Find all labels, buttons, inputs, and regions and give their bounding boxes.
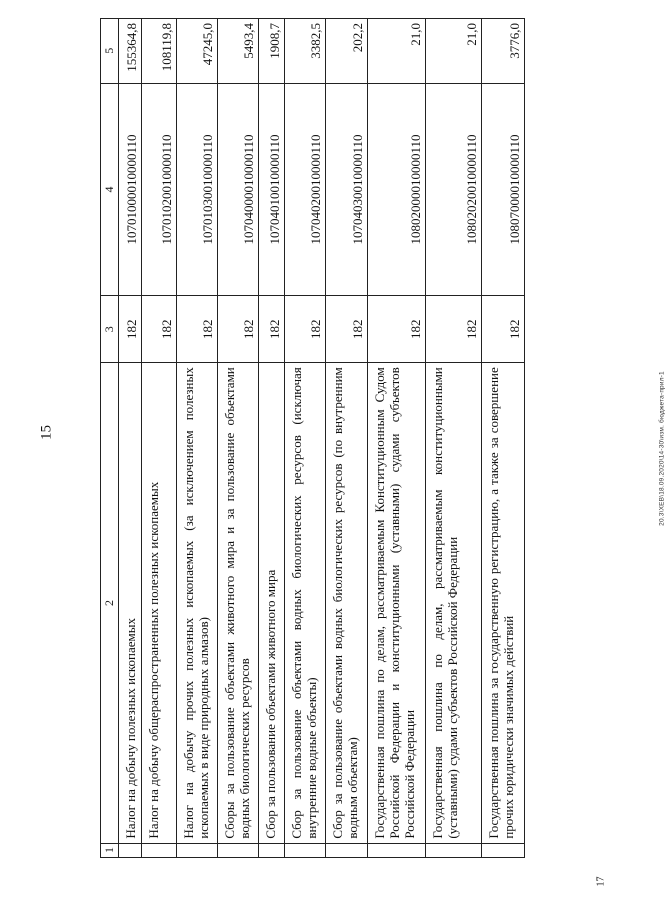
row-index-cell	[119, 843, 142, 857]
amount-cell: 108119,8	[142, 19, 177, 84]
revenue-name-cell: Налог на добычу полезных ископаемых	[119, 363, 142, 843]
table-row	[177, 19, 218, 858]
revenue-name-cell: Сбор за пользование объектами водных биологических ресурсов (исключая внутренние водные объекты)	[285, 363, 326, 843]
revenue-name-cell: Сборы за пользование объектами животного мира и за пользование объектами водных биологических ресурсов	[218, 363, 259, 843]
kbk-code-cell: 10704030010000110	[326, 83, 368, 296]
row-index-cell	[259, 843, 285, 857]
admin-code-cell: 182	[177, 296, 218, 363]
admin-code-cell: 182	[218, 296, 259, 363]
header-col-1: 1	[101, 843, 119, 857]
admin-code-cell: 182	[119, 296, 142, 363]
row-index-cell	[177, 843, 218, 857]
header-col-3: 3	[101, 296, 119, 363]
revenue-name-cell: Государственная пошлина по делам, рассматриваемым Конституционным Судом Российской Федерации и конституционными (уставными) судами субъектов Российской Федерации	[368, 363, 426, 843]
amount-cell: 202,2	[326, 19, 368, 84]
kbk-code-cell: 10701000010000110	[119, 83, 142, 296]
kbk-code-cell: 10704000010000110	[218, 83, 259, 296]
row-index-cell	[326, 843, 368, 857]
table-row	[259, 19, 285, 858]
kbk-code-cell: 10704010010000110	[259, 83, 285, 296]
amount-cell: 3776,0	[482, 19, 525, 84]
table-row	[285, 19, 326, 858]
amount-cell: 21,0	[368, 19, 426, 84]
amount-cell: 47245,0	[177, 19, 218, 84]
admin-code-cell: 182	[426, 296, 482, 363]
admin-code-cell: 182	[285, 296, 326, 363]
header-col-2: 2	[101, 363, 119, 843]
row-index-cell	[142, 843, 177, 857]
table-row	[482, 19, 525, 858]
table-row	[426, 19, 482, 858]
kbk-code-cell: 10704020010000110	[285, 83, 326, 296]
kbk-code-cell: 10802000010000110	[368, 83, 426, 296]
row-index-cell	[426, 843, 482, 857]
amount-cell: 5493,4	[218, 19, 259, 84]
document-stamp: 20.3\XEB\18.09.2020\14-30\изм. бюджета-прил-1	[658, 371, 666, 526]
kbk-code-cell: 10701020010000110	[142, 83, 177, 296]
row-index-cell	[482, 843, 525, 857]
kbk-code-cell: 10807000010000110	[482, 83, 525, 296]
revenue-table	[100, 18, 525, 858]
table-row	[326, 19, 368, 858]
table-row	[218, 19, 259, 858]
corner-number: 17	[595, 876, 607, 887]
amount-cell: 21,0	[426, 19, 482, 84]
row-index-cell	[285, 843, 326, 857]
admin-code-cell: 182	[259, 296, 285, 363]
revenue-name-cell: Государственная пошлина по делам, рассматриваемым конституционными (уставными) судами субъектов Российской Федерации	[426, 363, 482, 843]
page-number: 15	[38, 425, 55, 440]
revenue-name-cell: Государственная пошлина за государственную регистрацию, а также за совершение прочих юридически значимых действий	[482, 363, 525, 843]
admin-code-cell: 182	[368, 296, 426, 363]
row-index-cell	[218, 843, 259, 857]
amount-cell: 1908,7	[259, 19, 285, 84]
revenue-name-cell: Налог на добычу прочих полезных ископаемых (за исключением полезных ископаемых в виде природных алмазов)	[177, 363, 218, 843]
rotated-table-container	[100, 18, 580, 858]
admin-code-cell: 182	[326, 296, 368, 363]
header-col-5: 5	[101, 19, 119, 84]
table-row	[119, 19, 142, 858]
table-header-row	[101, 19, 119, 858]
row-index-cell	[368, 843, 426, 857]
header-col-4: 4	[101, 83, 119, 296]
admin-code-cell: 182	[142, 296, 177, 363]
kbk-code-cell: 10802020010000110	[426, 83, 482, 296]
revenue-name-cell: Налог на добычу общераспространенных полезных ископаемых	[142, 363, 177, 843]
amount-cell: 155364,8	[119, 19, 142, 84]
revenue-name-cell: Сбор за пользование объектами водных биологических ресурсов (по внутренним водным объектам)	[326, 363, 368, 843]
revenue-name-cell: Сбор за пользование объектами животного мира	[259, 363, 285, 843]
admin-code-cell: 182	[482, 296, 525, 363]
kbk-code-cell: 10701030010000110	[177, 83, 218, 296]
amount-cell: 3382,5	[285, 19, 326, 84]
table-row	[142, 19, 177, 858]
table-row	[368, 19, 426, 858]
